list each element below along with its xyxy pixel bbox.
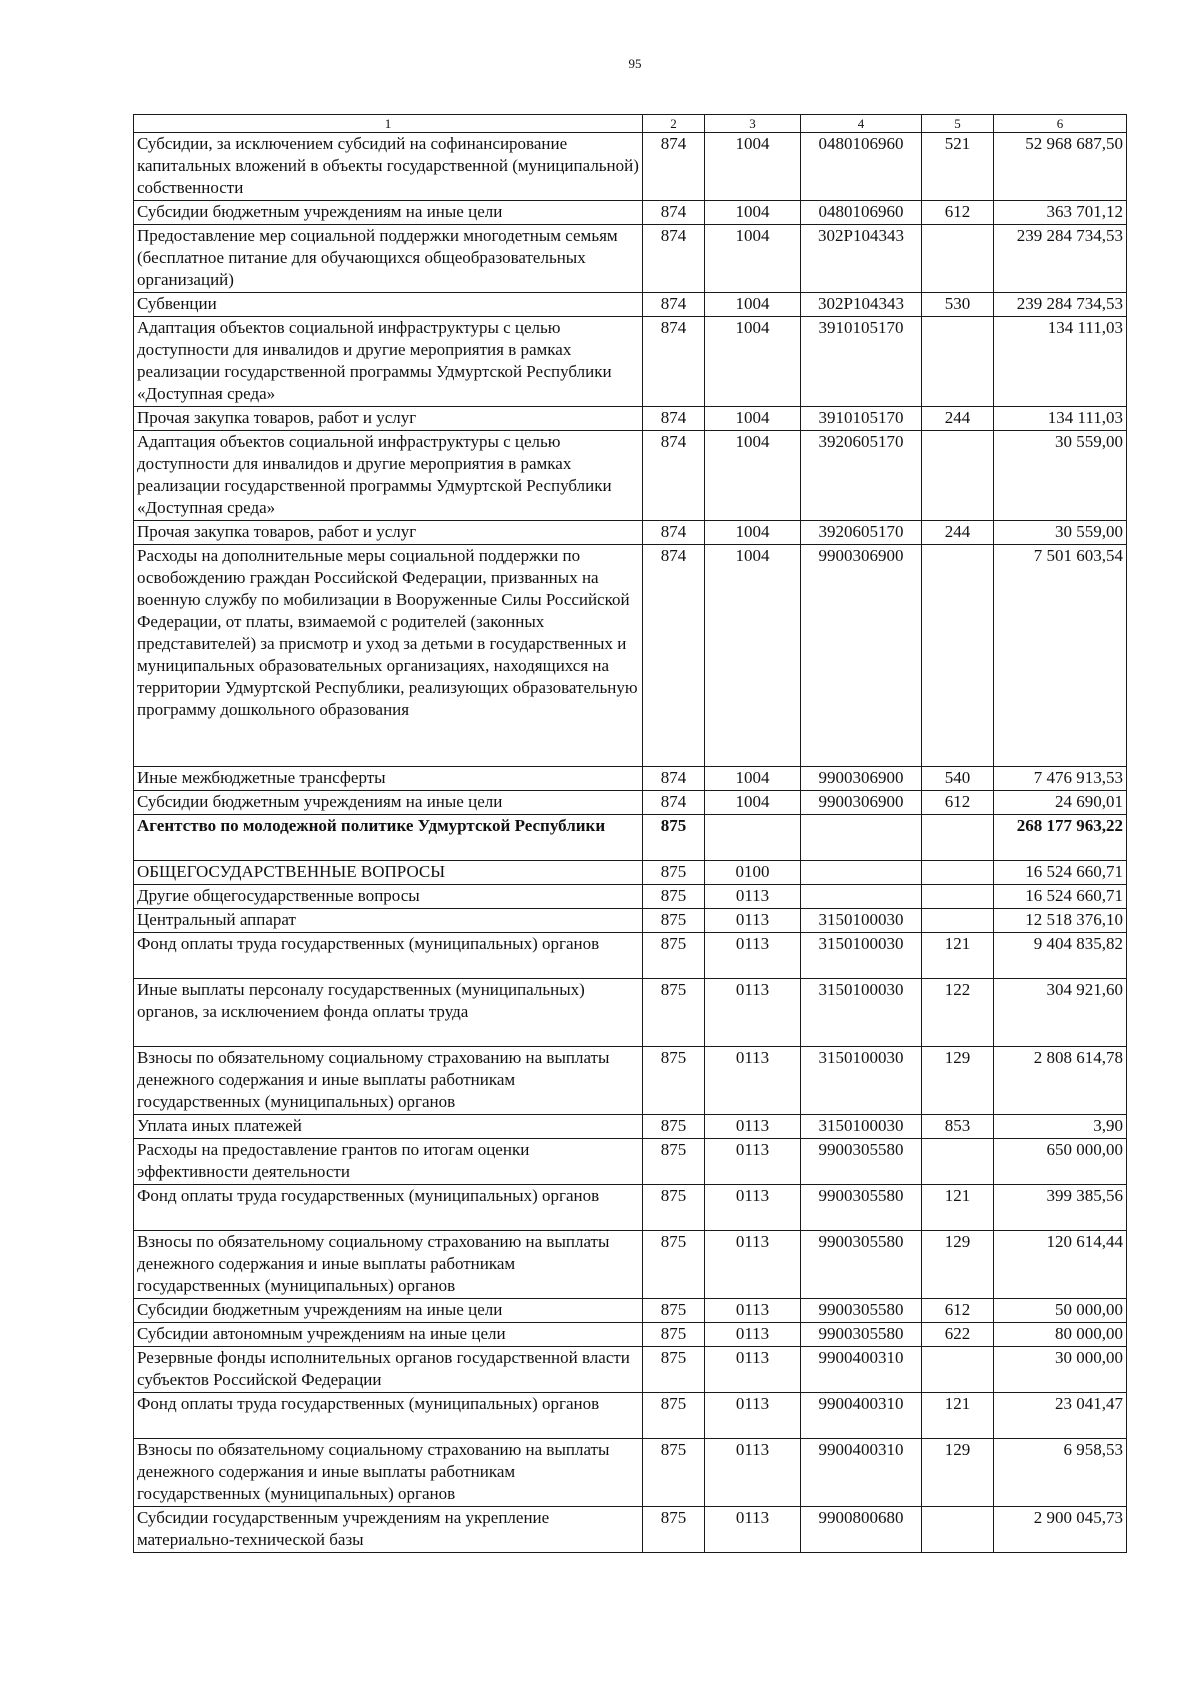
row-target-code: 0480106960	[801, 201, 922, 225]
table-row	[134, 885, 1127, 909]
row-target-code: 3920605170	[801, 431, 922, 521]
table-row	[134, 1299, 1127, 1323]
row-target-code: 9900306900	[801, 767, 922, 791]
row-amount: 80 000,00	[994, 1323, 1127, 1347]
page-number: 95	[628, 56, 642, 71]
row-admin-code: 875	[643, 1323, 705, 1347]
row-expense-type: 622	[922, 1323, 994, 1347]
row-target-code: 9900800680	[801, 1507, 922, 1553]
row-admin-code: 874	[643, 431, 705, 521]
table-row	[134, 1347, 1127, 1393]
row-section-code: 1004	[705, 201, 801, 225]
row-target-code: 9900305580	[801, 1231, 922, 1299]
table-row	[134, 545, 1127, 767]
row-admin-code: 875	[643, 861, 705, 885]
row-name: Уплата иных платежей	[134, 1115, 643, 1139]
row-expense-type: 612	[922, 1299, 994, 1323]
row-section-code: 1004	[705, 133, 801, 201]
row-section-code: 0113	[705, 885, 801, 909]
row-section-code: 0113	[705, 1393, 801, 1439]
row-expense-type	[922, 885, 994, 909]
row-section-code: 1004	[705, 791, 801, 815]
row-target-code: 0480106960	[801, 133, 922, 201]
row-admin-code: 875	[643, 1507, 705, 1553]
row-name: Взносы по обязательному социальному страхованию на выплаты денежного содержания и иные выплаты работникам государственных (муниципальных) органов	[134, 1047, 643, 1115]
table-row	[134, 1231, 1127, 1299]
row-admin-code: 875	[643, 885, 705, 909]
row-name: Расходы на дополнительные меры социальной поддержки по освобождению граждан Российской Федерации, призванных на военную службу по мобилизации в Вооруженные Силы Российской Федерации, от платы, взимаемой с родителей (законных представителей) за присмотр и уход за детьми в государственных и муниципальных образовательных организациях, находящихся на территории Удмуртской Республики, реализующих образовательную программу дошкольного образования	[134, 545, 643, 767]
row-admin-code: 875	[643, 1139, 705, 1185]
row-target-code: 3920605170	[801, 521, 922, 545]
row-admin-code: 874	[643, 545, 705, 767]
table-row	[134, 431, 1127, 521]
table-row	[134, 1115, 1127, 1139]
row-expense-type: 121	[922, 933, 994, 979]
row-expense-type	[922, 1507, 994, 1553]
row-amount: 23 041,47	[994, 1393, 1127, 1439]
row-expense-type: 244	[922, 407, 994, 431]
row-target-code: 9900400310	[801, 1439, 922, 1507]
row-name: Резервные фонды исполнительных органов государственной власти субъектов Российской Федерации	[134, 1347, 643, 1393]
row-section-code: 0113	[705, 1507, 801, 1553]
row-expense-type: 121	[922, 1185, 994, 1231]
row-expense-type: 244	[922, 521, 994, 545]
row-expense-type: 122	[922, 979, 994, 1047]
row-admin-code: 875	[643, 1393, 705, 1439]
row-target-code: 3150100030	[801, 1115, 922, 1139]
table-row	[134, 317, 1127, 407]
table-row	[134, 133, 1127, 201]
row-amount: 399 385,56	[994, 1185, 1127, 1231]
row-name: Взносы по обязательному социальному страхованию на выплаты денежного содержания и иные выплаты работникам государственных (муниципальных) органов	[134, 1439, 643, 1507]
row-target-code: 9900306900	[801, 791, 922, 815]
row-target-code: 3910105170	[801, 317, 922, 407]
row-section-code: 0113	[705, 1139, 801, 1185]
table-row	[134, 1139, 1127, 1185]
row-amount: 120 614,44	[994, 1231, 1127, 1299]
row-target-code: 3150100030	[801, 979, 922, 1047]
table-row	[134, 407, 1127, 431]
row-admin-code: 874	[643, 791, 705, 815]
row-name: Субвенции	[134, 293, 643, 317]
row-name: Другие общегосударственные вопросы	[134, 885, 643, 909]
row-expense-type: 121	[922, 1393, 994, 1439]
row-name: ОБЩЕГОСУДАРСТВЕННЫЕ ВОПРОСЫ	[134, 861, 643, 885]
row-admin-code: 875	[643, 1231, 705, 1299]
row-target-code	[801, 815, 922, 861]
row-admin-code: 874	[643, 407, 705, 431]
budget-table	[133, 114, 1127, 1553]
row-section-code: 0113	[705, 1299, 801, 1323]
row-section-code: 1004	[705, 407, 801, 431]
header-col-1: 1	[134, 115, 643, 133]
row-section-code: 0113	[705, 1185, 801, 1231]
row-amount: 6 958,53	[994, 1439, 1127, 1507]
row-amount: 7 476 913,53	[994, 767, 1127, 791]
row-name: Агентство по молодежной политике Удмуртской Республики	[134, 815, 643, 861]
row-admin-code: 875	[643, 1047, 705, 1115]
row-amount: 2 900 045,73	[994, 1507, 1127, 1553]
row-amount: 16 524 660,71	[994, 861, 1127, 885]
row-target-code: 9900305580	[801, 1299, 922, 1323]
row-section-code: 1004	[705, 767, 801, 791]
table-row	[134, 293, 1127, 317]
row-target-code: 3150100030	[801, 909, 922, 933]
row-target-code: 3910105170	[801, 407, 922, 431]
row-amount: 134 111,03	[994, 317, 1127, 407]
row-admin-code: 875	[643, 909, 705, 933]
row-expense-type	[922, 545, 994, 767]
row-section-code: 1004	[705, 293, 801, 317]
table-header-row	[134, 115, 1127, 133]
row-expense-type: 540	[922, 767, 994, 791]
row-name: Прочая закупка товаров, работ и услуг	[134, 407, 643, 431]
header-col-6: 6	[994, 115, 1127, 133]
row-expense-type	[922, 1139, 994, 1185]
row-name: Субсидии бюджетным учреждениям на иные цели	[134, 201, 643, 225]
row-amount: 16 524 660,71	[994, 885, 1127, 909]
row-amount: 134 111,03	[994, 407, 1127, 431]
row-amount: 239 284 734,53	[994, 225, 1127, 293]
table-row	[134, 521, 1127, 545]
row-name: Адаптация объектов социальной инфраструктуры с целью доступности для инвалидов и другие мероприятия в рамках реализации государственной программы Удмуртской Республики «Доступная среда»	[134, 431, 643, 521]
row-name: Субсидии автономным учреждениям на иные цели	[134, 1323, 643, 1347]
row-amount: 363 701,12	[994, 201, 1127, 225]
row-expense-type	[922, 861, 994, 885]
row-amount: 7 501 603,54	[994, 545, 1127, 767]
row-amount: 30 559,00	[994, 431, 1127, 521]
table-row	[134, 1439, 1127, 1507]
row-section-code: 0113	[705, 1231, 801, 1299]
row-expense-type	[922, 317, 994, 407]
row-admin-code: 875	[643, 1115, 705, 1139]
row-amount: 30 559,00	[994, 521, 1127, 545]
row-amount: 24 690,01	[994, 791, 1127, 815]
row-target-code: 9900306900	[801, 545, 922, 767]
row-amount: 30 000,00	[994, 1347, 1127, 1393]
row-section-code: 0113	[705, 1323, 801, 1347]
table-row	[134, 1323, 1127, 1347]
table-row	[134, 1185, 1127, 1231]
row-name: Субсидии бюджетным учреждениям на иные цели	[134, 791, 643, 815]
row-amount: 239 284 734,53	[994, 293, 1127, 317]
row-section-code: 1004	[705, 431, 801, 521]
row-section-code: 0113	[705, 1047, 801, 1115]
row-admin-code: 875	[643, 933, 705, 979]
row-expense-type: 853	[922, 1115, 994, 1139]
row-name: Фонд оплаты труда государственных (муниципальных) органов	[134, 1393, 643, 1439]
row-admin-code: 874	[643, 225, 705, 293]
table-row	[134, 861, 1127, 885]
row-name: Адаптация объектов социальной инфраструктуры с целью доступности для инвалидов и другие мероприятия в рамках реализации государственной программы Удмуртской Республики «Доступная среда»	[134, 317, 643, 407]
row-expense-type: 129	[922, 1439, 994, 1507]
row-target-code: 302P104343	[801, 293, 922, 317]
row-section-code: 1004	[705, 545, 801, 767]
row-amount: 268 177 963,22	[994, 815, 1127, 861]
row-target-code: 302P104343	[801, 225, 922, 293]
row-admin-code: 874	[643, 133, 705, 201]
row-admin-code: 875	[643, 1185, 705, 1231]
row-target-code: 9900400310	[801, 1347, 922, 1393]
table-row	[134, 791, 1127, 815]
row-admin-code: 874	[643, 767, 705, 791]
table-row	[134, 1047, 1127, 1115]
row-section-code: 0113	[705, 1115, 801, 1139]
table-body	[134, 133, 1127, 1553]
header-col-2: 2	[643, 115, 705, 133]
row-name: Иные выплаты персоналу государственных (муниципальных) органов, за исключением фонда оплаты труда	[134, 979, 643, 1047]
row-admin-code: 875	[643, 1299, 705, 1323]
row-section-code: 1004	[705, 317, 801, 407]
row-section-code: 0100	[705, 861, 801, 885]
row-expense-type: 129	[922, 1231, 994, 1299]
row-name: Расходы на предоставление грантов по итогам оценки эффективности деятельности	[134, 1139, 643, 1185]
row-target-code: 9900400310	[801, 1393, 922, 1439]
row-name: Фонд оплаты труда государственных (муниципальных) органов	[134, 933, 643, 979]
header-col-3: 3	[705, 115, 801, 133]
row-expense-type: 612	[922, 201, 994, 225]
row-amount: 12 518 376,10	[994, 909, 1127, 933]
table-row	[134, 933, 1127, 979]
row-section-code	[705, 815, 801, 861]
row-name: Прочая закупка товаров, работ и услуг	[134, 521, 643, 545]
table-row	[134, 1507, 1127, 1553]
row-admin-code: 874	[643, 201, 705, 225]
row-admin-code: 875	[643, 979, 705, 1047]
row-target-code: 9900305580	[801, 1139, 922, 1185]
row-amount: 3,90	[994, 1115, 1127, 1139]
row-target-code: 9900305580	[801, 1185, 922, 1231]
table-row	[134, 225, 1127, 293]
row-amount: 650 000,00	[994, 1139, 1127, 1185]
row-target-code: 9900305580	[801, 1323, 922, 1347]
row-name: Предоставление мер социальной поддержки многодетным семьям (бесплатное питание для обучающихся общеобразовательных организаций)	[134, 225, 643, 293]
row-section-code: 0113	[705, 1347, 801, 1393]
row-expense-type: 612	[922, 791, 994, 815]
row-expense-type: 129	[922, 1047, 994, 1115]
row-section-code: 1004	[705, 225, 801, 293]
row-admin-code: 874	[643, 317, 705, 407]
row-name: Взносы по обязательному социальному страхованию на выплаты денежного содержания и иные выплаты работникам государственных (муниципальных) органов	[134, 1231, 643, 1299]
row-expense-type	[922, 815, 994, 861]
row-admin-code: 875	[643, 1439, 705, 1507]
row-expense-type: 530	[922, 293, 994, 317]
header-col-4: 4	[801, 115, 922, 133]
row-admin-code: 874	[643, 293, 705, 317]
table-row	[134, 767, 1127, 791]
row-name: Центральный аппарат	[134, 909, 643, 933]
row-amount: 52 968 687,50	[994, 133, 1127, 201]
row-expense-type	[922, 225, 994, 293]
row-expense-type	[922, 431, 994, 521]
header-col-5: 5	[922, 115, 994, 133]
row-admin-code: 875	[643, 815, 705, 861]
row-section-code: 0113	[705, 1439, 801, 1507]
row-section-code: 0113	[705, 979, 801, 1047]
row-admin-code: 875	[643, 1347, 705, 1393]
row-amount: 9 404 835,82	[994, 933, 1127, 979]
row-name: Субсидии государственным учреждениям на укрепление материально-технической базы	[134, 1507, 643, 1553]
row-section-code: 0113	[705, 909, 801, 933]
table-row	[134, 1393, 1127, 1439]
row-name: Субсидии, за исключением субсидий на софинансирование капитальных вложений в объекты государственной (муниципальной) собственности	[134, 133, 643, 201]
row-target-code	[801, 861, 922, 885]
table-row	[134, 909, 1127, 933]
row-amount: 304 921,60	[994, 979, 1127, 1047]
row-section-code: 0113	[705, 933, 801, 979]
row-target-code	[801, 885, 922, 909]
table-row	[134, 815, 1127, 861]
table-row	[134, 979, 1127, 1047]
row-name: Субсидии бюджетным учреждениям на иные цели	[134, 1299, 643, 1323]
row-target-code: 3150100030	[801, 1047, 922, 1115]
row-amount: 50 000,00	[994, 1299, 1127, 1323]
row-section-code: 1004	[705, 521, 801, 545]
row-admin-code: 874	[643, 521, 705, 545]
row-expense-type	[922, 909, 994, 933]
table-row	[134, 201, 1127, 225]
row-expense-type	[922, 1347, 994, 1393]
row-target-code: 3150100030	[801, 933, 922, 979]
row-amount: 2 808 614,78	[994, 1047, 1127, 1115]
row-name: Иные межбюджетные трансферты	[134, 767, 643, 791]
row-expense-type: 521	[922, 133, 994, 201]
row-name: Фонд оплаты труда государственных (муниципальных) органов	[134, 1185, 643, 1231]
